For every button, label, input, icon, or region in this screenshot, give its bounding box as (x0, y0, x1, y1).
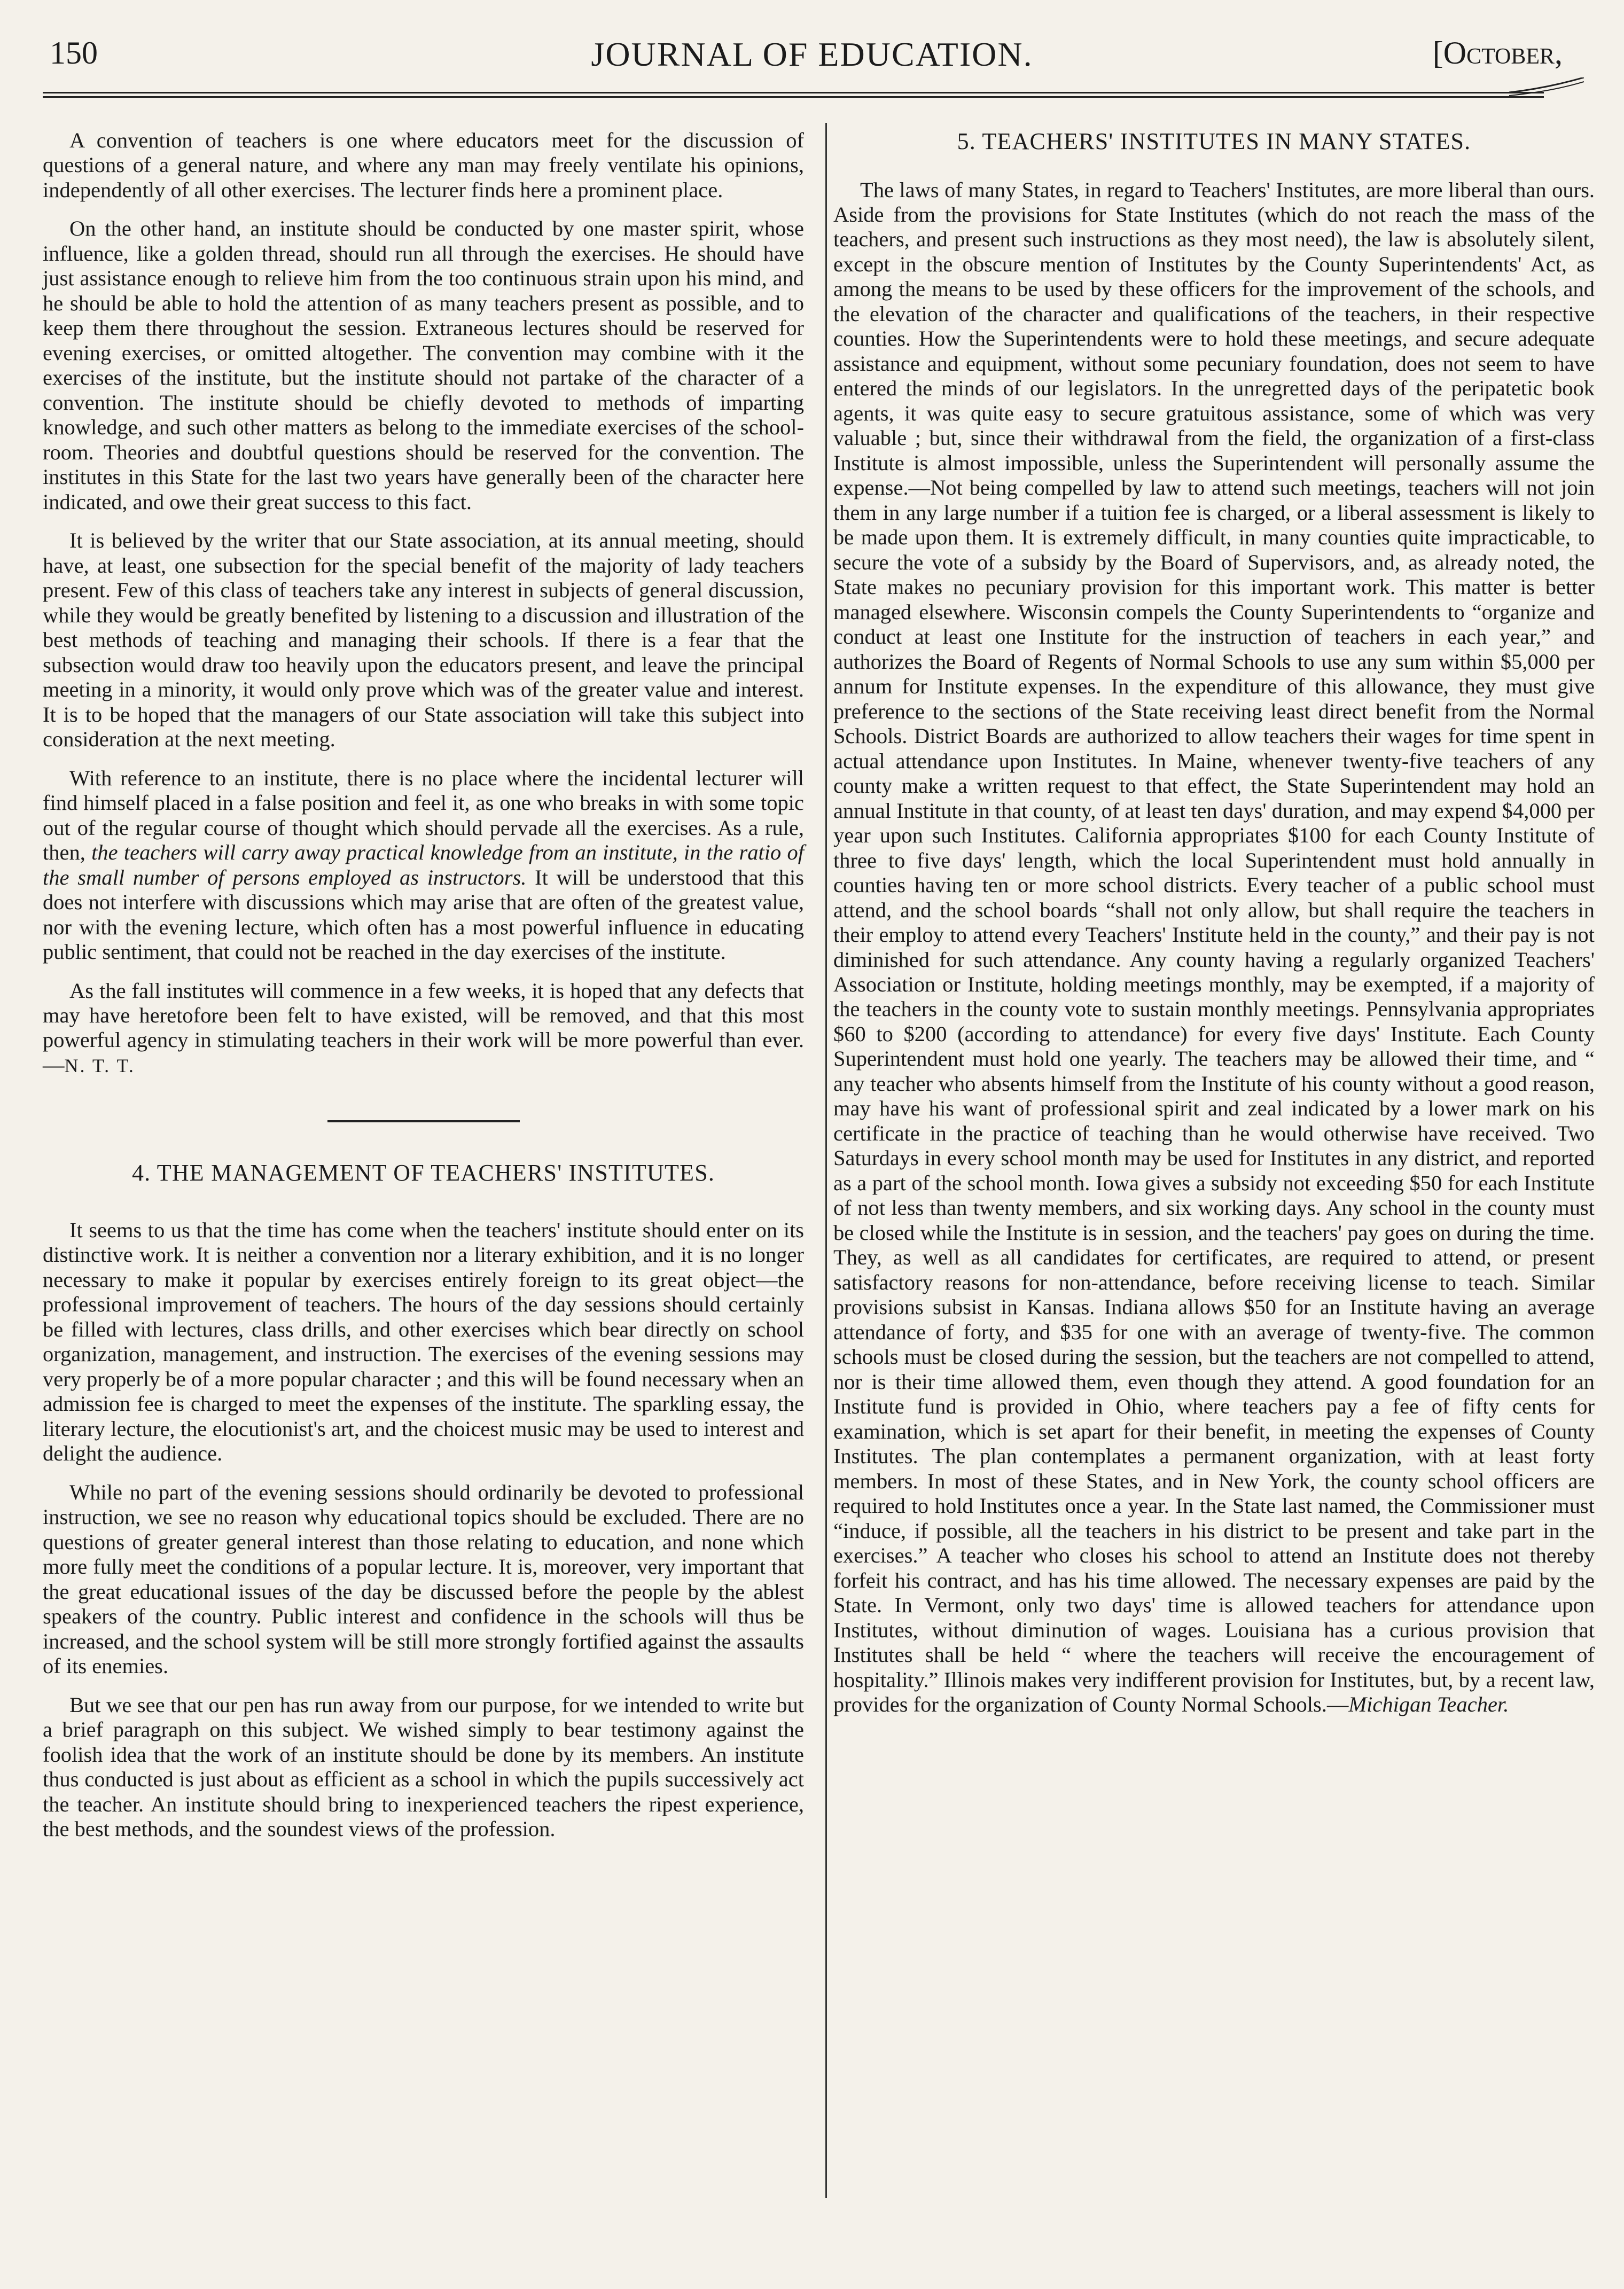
section-heading-many-states: 5. TEACHERS' INSTITUTES IN MANY STATES. (957, 128, 1471, 154)
paragraph-text: With reference to an institute, there is no place where the incidental lecturer will find himself placed in a false position and feel it, as one who breaks in with some topic out of the regular course of thought which should pervade all the exercises. As a rule, then, (43, 765, 804, 865)
paragraph-fall-institutes (43, 979, 804, 1078)
paragraph-state-association: It is believed by the writer that our State association, at its annual meeting, should have, at least, one subsection for the special benefit of the majority of lady teachers present. Few of this class of teachers take any interest in subjects of general discussion, while they would be greatly benefited by listening to a discussion and illustration of the best methods of teaching and managing their schools. If there is a fear that the subsection would draw too heavily upon the educators present, and leave the principal meeting in a minority, it would only prove which was of the greater value and interest. It is to be hoped that the managers of our State association will take this subject into consideration at the next meeting. (43, 528, 804, 752)
paragraph-incidental-lecturer (43, 766, 804, 965)
paragraph-evening-sessions: While no part of the evening sessions should ordinarily be devoted to professional instruction, we see no reason why educational topics should be excluded. There are no questions of greater general interest than those relating to education, and none which more fully meet the conditions of a popular lecture. It is, moreover, very important that the great educational issues of the day be discussed before the people by the ablest speakers of the country. Public interest and confidence in the schools will thus be increased, and the school system will be still more strongly fortified against the assaults of its enemies. (43, 1480, 804, 1678)
emphasis-text: the teachers will carry away practical knowledge from an institute, in the ratio of the small number of persons employed as instructors. (43, 840, 805, 889)
right-column (833, 128, 1595, 1731)
paragraph-laws-of-states (833, 178, 1595, 1717)
journal-title: JOURNAL OF EDUCATION. (591, 35, 1033, 73)
paragraph-our-purpose: But we see that our pen has run away from our purpose, for we intended to write but a brief paragraph on this subject. We wished simply to bear testimony against the foolish idea that the work of an institute should be done by its members. An institute thus conducted is just about as efficient as a school in which the pupils successively act the teacher. An institute should bring to inexperienced teachers the ripest experience, the best methods, and the soundest views of the profession. (43, 1692, 804, 1841)
paragraph-text: As the fall institutes will commence in a few weeks, it is hoped that any defects that may have heretofore been felt to have existed, will be removed, and that this most powerful agency in stimulating teachers in their work will be more powerful than ever.— (43, 978, 804, 1077)
page-number: 150 (50, 35, 98, 71)
left-column (43, 128, 804, 1856)
column-divider (825, 123, 827, 2198)
author-signature: N. T. T. (64, 1054, 135, 1076)
paragraph-text: It will be understood that this does not interfere with discussions which may arise that are often of the greatest value, nor with the evening lecture, which often has a most powerful influence in educating public sentiment, that could not be reached in the day exercises of the institute. (43, 865, 805, 964)
header-rule-bottom (43, 96, 1544, 98)
section-heading-management: 4. THE MANAGEMENT OF TEACHERS' INSTITUTES. (131, 1160, 715, 1186)
header-flourish-icon (1509, 77, 1584, 97)
paragraph-master-spirit: On the other hand, an institute should be conducted by one master spirit, whose influence, like a golden thread, should run all through the exercises. He should have just assistance enough to relieve him from the too continuous strain upon his mind, and he should be able to hold the attention of as many teachers present as possible, and to keep them there throughout the session. Extraneous lectures should be reserved for evening exercises, or omitted altogether. The convention may combine with it the exercises of the institute, but the institute should not partake of the character of a convention. The institute should be chiefly devoted to methods of imparting knowledge, and such other matters as belong to the immediate exercises of the school-room. Theories and doubtful questions should be reserved for the convention. The institutes in this State for the last two years have generally been of the character here indicated, and owe their great success to this fact. (43, 216, 804, 514)
paragraph-convention: A convention of teachers is one where educators meet for the discussion of questions of a general nature, and where any man may freely ventilate his opinions, independently of all other exercises. The lecturer finds here a prominent place. (43, 128, 804, 202)
source-attribution: Michigan Teacher. (1348, 1692, 1509, 1717)
issue-month: [October, (1432, 35, 1563, 71)
paragraph-distinctive-work: It seems to us that the time has come when the teachers' institute should enter on its distinctive work. It is neither a convention nor a literary exhibition, and it is no longer necessary to make it popular by exercises entirely foreign to its great object—the professional improvement of teachers. The hours of the day sessions should certainly be filled with lectures, class drills, and other exercises which bear directly on school organization, management, and instruction. The exercises of the evening sessions may very properly be of a more popular character ; and this will be found necessary when an admission fee is charged to meet the expenses of the institute. The sparkling essay, the literary lecture, the elocutionist's art, and the choicest music may be used to interest and delight the audience. (43, 1217, 804, 1466)
header-rule-top (43, 92, 1544, 93)
section-divider (327, 1120, 520, 1122)
paragraph-text: The laws of many States, in regard to Teachers' Institutes, are more liberal than ours. Aside from the provisions for State Institutes (which do not reach the mass of the teachers, and present such instructions as they most need), the law is absolutely silent, except in the obscure mention of Institutes by the County Superintendents' Act, as among the means to be used by these officers for the improvement of the schools, and the elevation of the character and qualifications of the teachers, in their respective counties. How the Superintendents were to hold these meetings, and secure adequate assistance and equipment, without some pecuniary foundation, does not seem to have entered the minds of our legislators. In the unregretted days of the peripatetic book agents, it was quite easy to secure gratuitous assistance, some of which was very valuable ; but, since their withdrawal from the field, the organization of a first-class Institute is almost impossible, unless the Superintendent will personally assume the expense.—Not being compelled by law to attend such meetings, teachers will not join them in any large number if a tuition fee is charged, or a liberal assessment is likely to be made upon them. It is extremely difficult, in many counties quite impracticable, to secure the vote of a subsidy by the Board of Supervisors, and, as already noted, the State makes no pecuniary provision for this important work. This matter is better managed elsewhere. Wisconsin compels the County Superintendents to “organize and conduct at least one Institute for the instruction of teachers in each year,” and authorizes the Board of Regents of Normal Schools to use any sum within $5,000 per annum for Institute expenses. In the expenditure of this allowance, they must give preference to the sections of the State receiving least direct benefit from the Normal Schools. District Boards are authorized to allow teachers their wages for time spent in actual attendance upon Institutes. In Maine, whenever twenty-five teachers of any county make a written request to that effect, the State Superintendent may hold an annual Institute in that county, of at least ten days' duration, and may expend $4,000 per year upon such Institutes. California appropriates $100 for each County Institute of three to five days' length, which the local Superintendent must hold annually in counties having ten or more school districts. Every teacher of a public school must attend, and the school boards “shall not only allow, but shall require the teachers in their employ to attend every Teachers' Institute held in the county,” and their pay is not diminished for such attendance. Any county having a regularly organized Teachers' Association or Institute, holding meetings monthly, may be exempted, if a majority of the teachers in the county vote to sustain monthly meetings. Pennsylvania appropriates $60 to $200 (according to attendance) for every five days' Institute. Each County Superintendent must hold one yearly. The teachers may be allowed their time, and “ any teacher who absents himself from the Institute of his county without a good reason, may have his want of professional spirit and zeal indicated by a lower mark on his certificate in the practice of teaching than he would otherwise have received. Two Saturdays in every school month may be used for Institutes in any district, and reported as a part of the school month. Iowa gives a subsidy not exceeding $50 for each Institute of not less than twenty members, and six working days. Any school in the county must be closed while the Institute is in session, and the teachers' pay goes on during the time. They, as well as all candidates for certificates, are required to attend, or present satisfactory reasons for non-attendance, before receiving license to teach. Similar provisions subsist in Kansas. Indiana allows $50 for an Institute having an average attendance of forty, and $35 for one with an average of twenty-five. The common schools must be closed during the session, but the teachers are not compelled to attend, nor is their time allowed them, even though they attend. A good foundation for an Institute fund is provided in Ohio, where teachers pay a fee of fifty cents for examination, which is set apart for their benefit, in meeting the expenses of County Institutes. The plan contemplates a permanent organization, with at least forty members. In most of these States, and in New York, the county school officers are required to hold Institutes once a year. In the State last named, the Commissioner must “induce, if possible, all the teachers in his district to be present and take part in the exercises.” A teacher who closes his school to attend an Institute does not thereby forfeit his contract, and has his time allowed. The necessary expenses are paid by the State. In Vermont, only two days' time is allowed teachers for attendance upon Institutes, without diminution of wages. Louisiana has a curious provision that Institutes shall be held “ where the teachers will receive the encouragement of hospitality.” Illinois makes very indifferent provision for Institutes, but, by a recent law, provides for the organization of County Normal Schools.— (833, 177, 1595, 1717)
running-head (40, 29, 1584, 75)
